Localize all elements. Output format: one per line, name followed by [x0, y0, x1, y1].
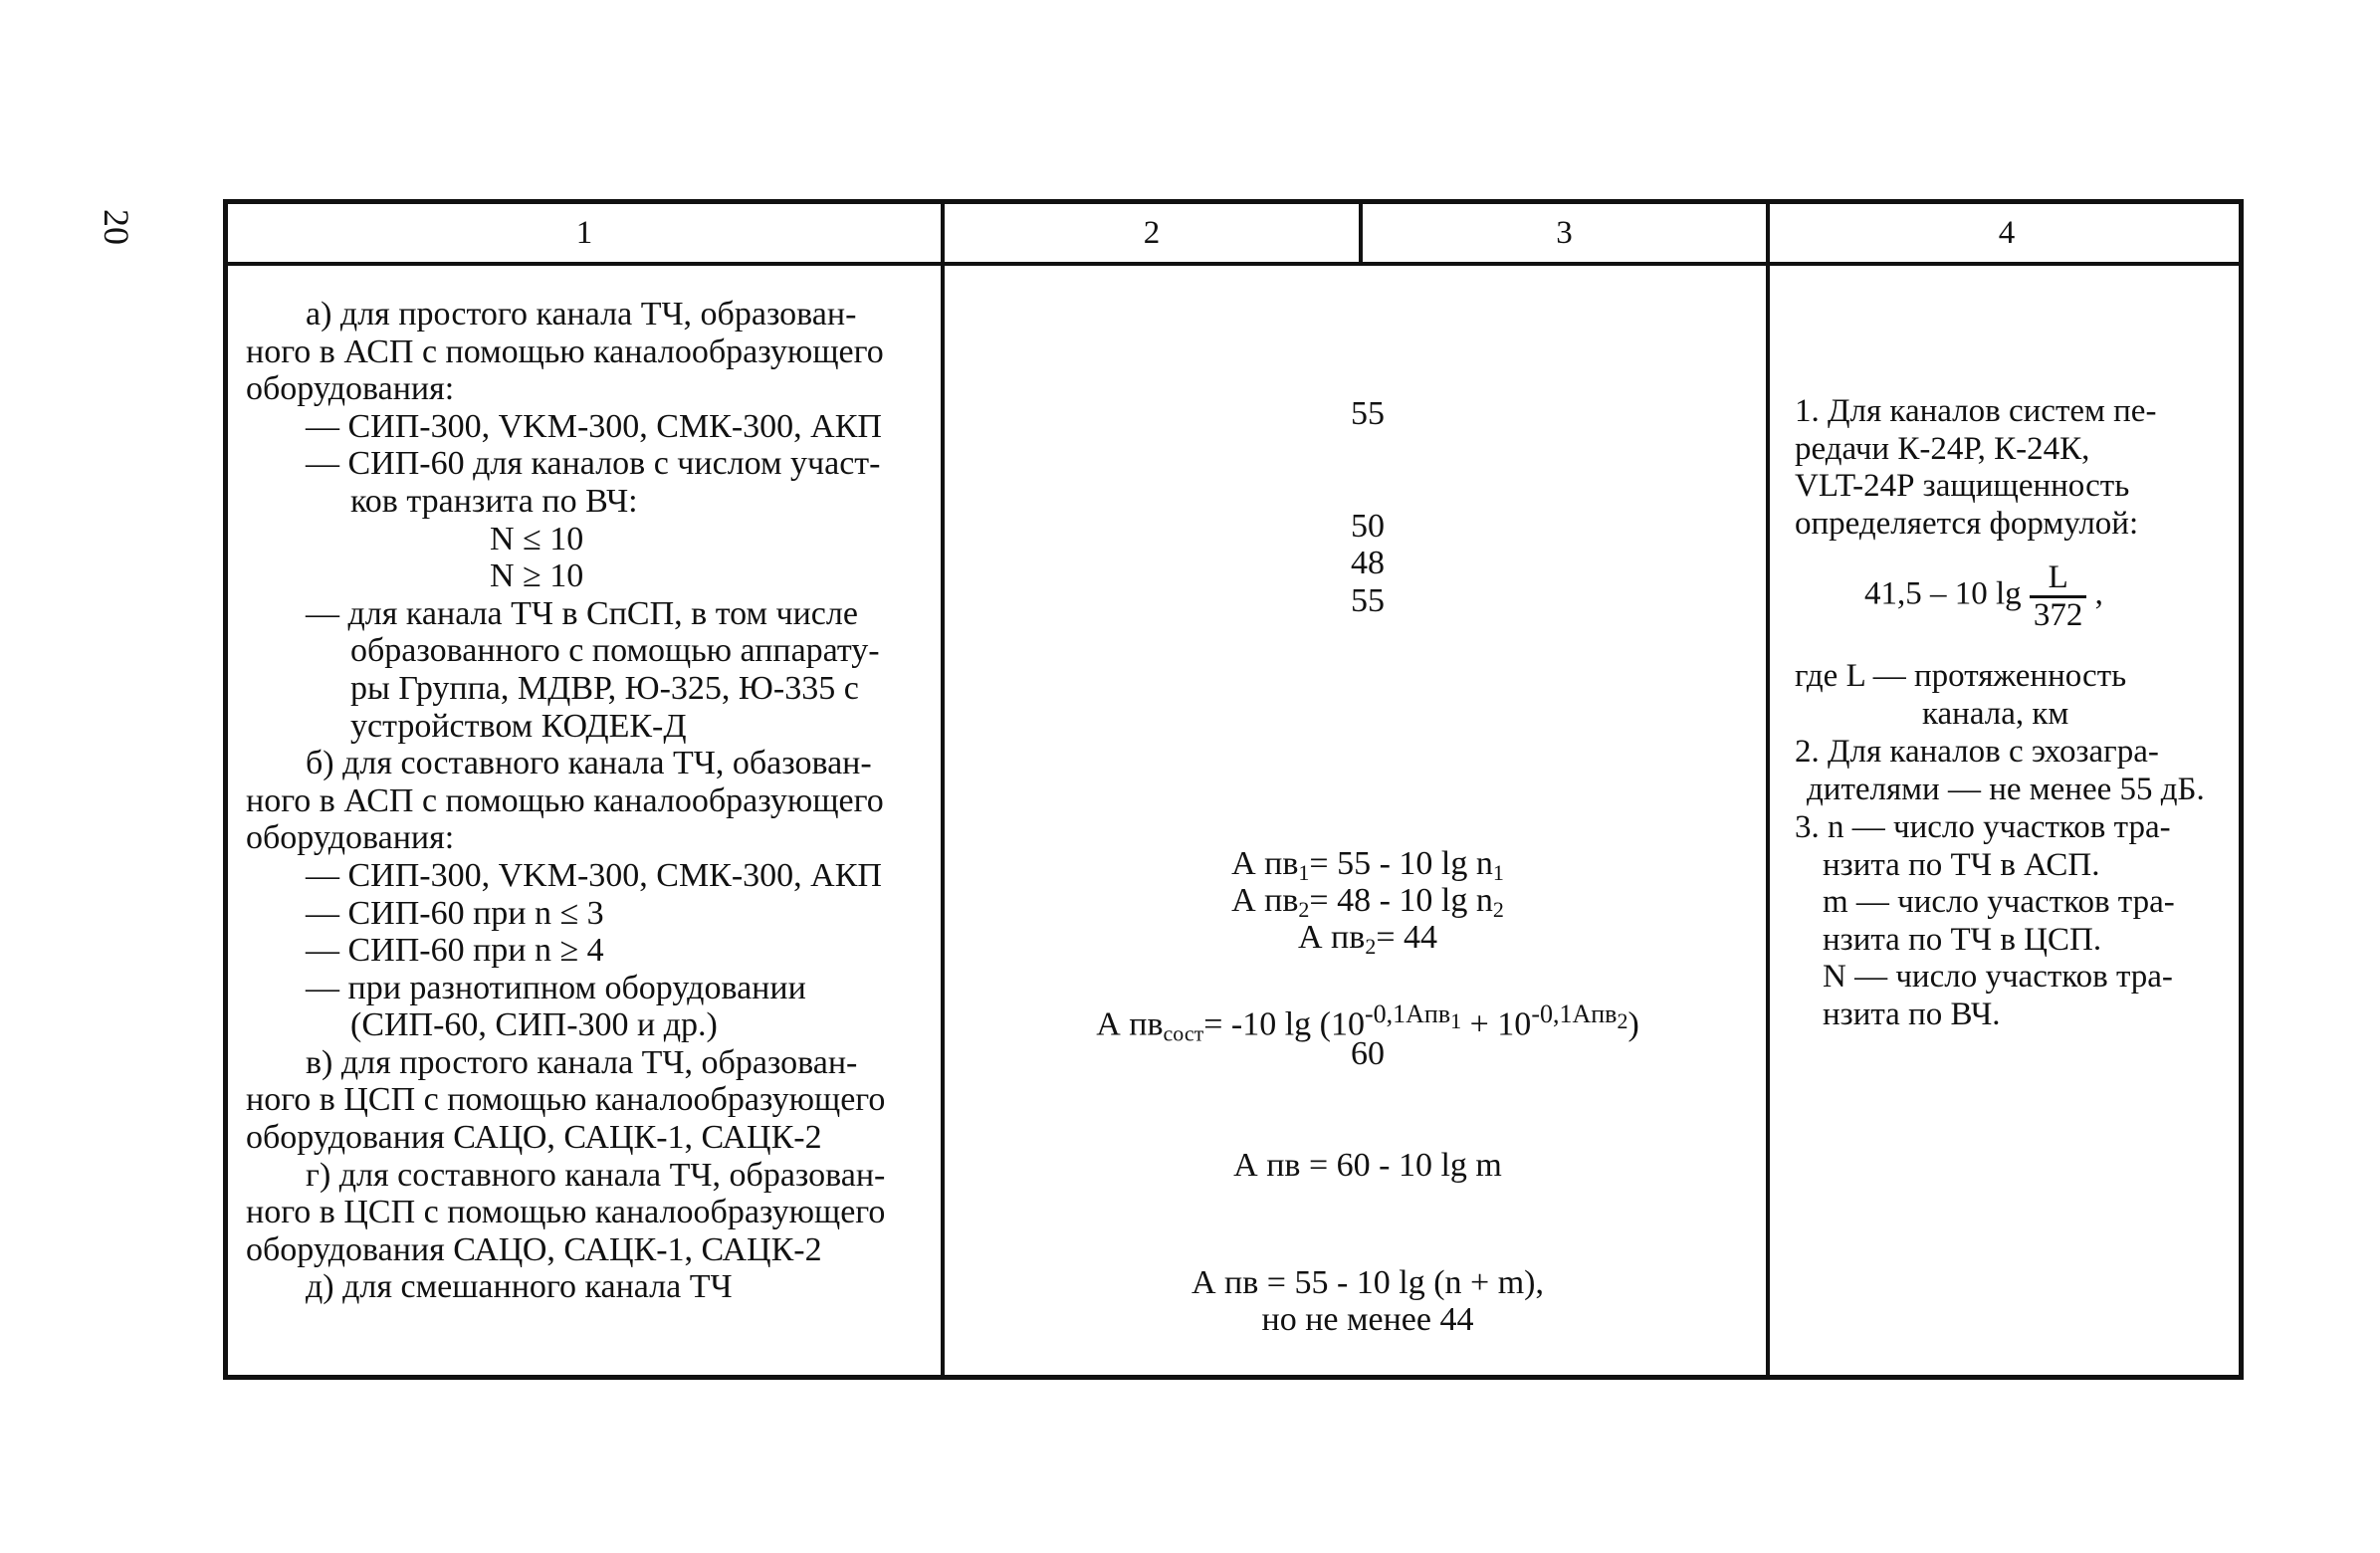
item-b-equipment: — СИП-60 при n ≤ 3: [306, 894, 604, 932]
item-a-equipment: — СИП-300, VKM-300, СМК-300, АКП: [306, 407, 882, 445]
col-divider-1-2: [941, 204, 945, 1375]
note-2: 2. Для каналов с эхозагра- дителями — не менее 55 дБ.: [1795, 734, 2205, 807]
item-v-line: в) для простого канала ТЧ, образован-: [306, 1043, 858, 1081]
note-1-formula: 41,5 – 10 lg $\frac{L}{372}$ ,: [1864, 559, 2103, 633]
item-b-line: оборудования:: [246, 819, 455, 857]
item-b-line: ного в АСП с помощью каналообразующего: [246, 781, 884, 819]
item-d-line: д) для смешанного канала ТЧ: [306, 1268, 733, 1306]
header-col-4: 4: [1998, 214, 2016, 251]
item-b-equipment: — СИП-60 при n ≥ 4: [306, 932, 604, 970]
note-1-where: где L — протяженность канала, км: [1795, 658, 2127, 732]
item-a-tail: — для канала ТЧ в СпСП, в том числе: [306, 594, 858, 632]
item-b-line: б) для составного канала ТЧ, обазован-: [306, 745, 872, 782]
norms-table: [223, 199, 2244, 1380]
item-a-line: а) для простого канала ТЧ, образован-: [306, 296, 857, 333]
value-60: 60: [1351, 1035, 1385, 1072]
item-a-n-ge: N ≥ 10: [490, 557, 584, 595]
header-col-1: 1: [575, 214, 593, 251]
item-v-line: ного в ЦСП с помощью каналообразующего: [246, 1081, 886, 1119]
formula-apv1: А $пв_1= 55 - 10$ $\lg n_1$: [1231, 845, 1504, 885]
col1-text: [246, 296, 885, 1306]
formula-apv-m: А пв = 60 - 10 lg m: [1233, 1147, 1502, 1184]
item-g-line: оборудования САЦО, САЦК-1, САЦК-2: [246, 1230, 822, 1268]
item-v-line: оборудования САЦО, САЦК-1, САЦК-2: [246, 1119, 822, 1157]
fraction-l-372: $\frac{L}{372}$: [2030, 560, 2087, 632]
item-a-n-le: N ≤ 10: [490, 520, 584, 557]
value-55-b: 55: [1351, 582, 1385, 619]
item-a-equipment: — СИП-60 для каналов с числом участ-: [306, 445, 881, 483]
formula-apv2-44: А $пв_2= 44$: [1298, 919, 1437, 959]
note-1: 1. Для каналов систем пе- редачи К-24Р, К-24К, VLT-24Р защищенность определяется формулой:: [1795, 393, 2157, 542]
item-g-line: ного в ЦСП с помощью каналообразующего: [246, 1194, 886, 1231]
item-g-line: г) для составного канала ТЧ, образован-: [306, 1156, 886, 1194]
item-a-tail: ры Группа, МДВР, Ю-325, Ю-335 с: [350, 669, 859, 707]
formula-apv-sost: А $пв_{сост}= -10$ $\lg (10^{-0,1Апв_1} + 10^{-0,1Апв_2})$: [1096, 999, 1639, 1046]
item-a-line: оборудования:: [246, 370, 455, 408]
page-number: 20: [97, 209, 136, 245]
item-a-tail: образованного с помощью аппарату-: [350, 632, 880, 670]
header-col-2: 2: [1143, 214, 1161, 251]
col-divider-3-4: [1766, 204, 1770, 1375]
item-a-tail: устройством КОДЕК-Д: [350, 707, 687, 745]
value-55-a: 55: [1351, 395, 1385, 432]
item-b-equipment: — СИП-300, VKM-300, СМК-300, АКП: [306, 856, 882, 894]
formula-apv2: А $пв_2= 48 - 10$ $\lg n_2$: [1231, 882, 1504, 922]
item-b-equipment: (СИП-60, СИП-300 и др.): [350, 1006, 718, 1044]
header-col-3: 3: [1556, 214, 1573, 251]
value-50: 50: [1351, 508, 1385, 545]
header-divider: [228, 262, 2239, 266]
formula-apv-nm: А пв = 55 - 10 lg (n + m),: [1190, 1264, 1544, 1301]
formula-note: но не менее 44: [1261, 1301, 1474, 1338]
item-a-line: ного в АСП с помощью каналообразующего: [246, 333, 884, 370]
item-a-equipment: ков транзита по ВЧ:: [350, 482, 638, 520]
note-3: 3. n — число участков тра- нзита по ТЧ в АСП. m — число участков тра- нзита по ТЧ в ЦСП. N — число участков тра- нзита по ВЧ.: [1795, 809, 2175, 1032]
item-b-equipment: — при разнотипном оборудовании: [306, 969, 806, 1006]
value-48: 48: [1351, 545, 1385, 581]
